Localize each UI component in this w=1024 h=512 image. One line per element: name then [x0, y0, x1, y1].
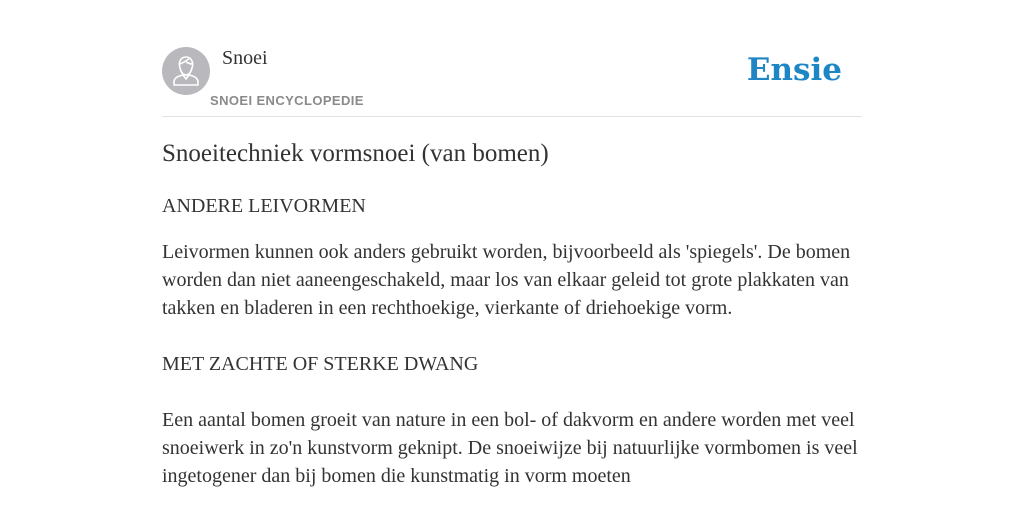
user-icon — [162, 47, 210, 95]
paragraph: Een aantal bomen groeit van nature in een bol- of dakvorm en andere worden met veel snoeiwerk in zo'n kunstvorm geknipt. De snoeiwijze bij natuurlijke vormbomen is veel ingetogener dan bij bomen die kunstmatig in vorm moeten — [162, 409, 858, 487]
section-heading: ANDERE LEIVORMEN — [162, 195, 366, 217]
article-body — [162, 136, 862, 512]
section-heading: MET ZACHTE OF STERKE DWANG — [162, 353, 479, 375]
article-header — [162, 46, 862, 117]
paragraph: Leivormen kunnen ook anders gebruikt worden, bijvoorbeeld als 'spiegels'. De bomen worden dan niet aaneengeschakeld, maar los van elkaar geleid tot grote plakkaten van takken en bladeren in een rechthoekige, vierkante of driehoekige vorm. — [162, 241, 851, 319]
brand-logo[interactable]: Ensie — [746, 52, 842, 88]
site-subtitle[interactable]: SNOEI ENCYCLOPEDIE — [210, 93, 364, 108]
article-title: Snoeitechniek vormsnoei (van bomen) — [162, 140, 549, 167]
author-name[interactable]: Snoei — [222, 47, 268, 69]
author-avatar[interactable] — [162, 47, 210, 95]
